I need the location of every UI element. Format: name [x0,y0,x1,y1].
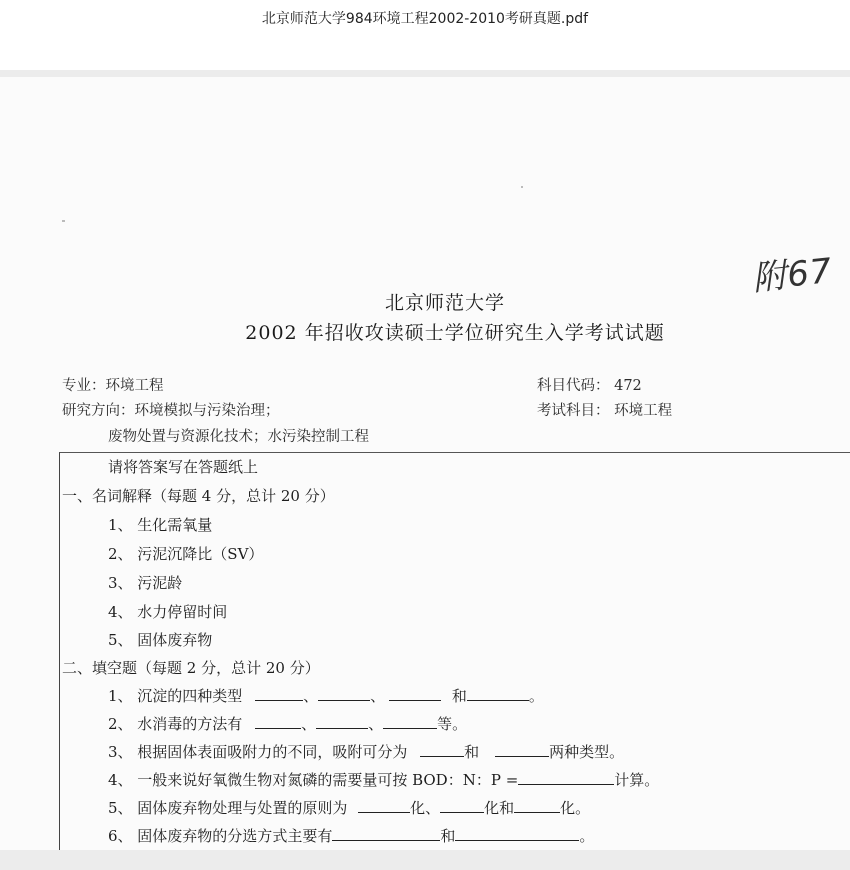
subject-name: 考试科目： 环境工程 [537,403,673,419]
list-item: 4、 水力停留时间 [108,603,228,621]
answer-blank [316,714,368,729]
answer-blank [318,686,370,701]
scan-speck [521,186,523,188]
question-5 [108,798,590,818]
answer-blank [518,770,614,785]
question-text: 4、 一般来说好氧微生物对氮磷的需要量可按 BOD：N：P = [108,771,519,789]
conjunction: 和 [464,743,480,761]
viewer-toolbar [0,0,850,70]
viewer-footer [0,850,850,870]
direction-label: 研究方向：环境模拟与污染治理； [62,403,280,419]
separator: 、 [303,687,319,705]
exam-frame [59,452,850,850]
answer-blank [420,742,464,757]
section1-title: 一、名词解释（每题 4 分，总计 20 分） [62,487,335,505]
subject-code: 科目代码： 472 [537,378,642,394]
instruction: 请将答案写在答题纸上 [108,458,259,476]
major-label: 专业：环境工程 [62,378,164,394]
scan-speck [62,220,65,222]
line-end: 。 [579,827,595,845]
answer-blank [358,798,410,813]
separator: 、 [370,687,386,705]
conjunction: 和 [451,687,467,705]
university-heading: 北京师范大学 [384,292,505,314]
answer-blank [383,714,437,729]
answer-blank [455,826,579,841]
answer-blank [440,798,484,813]
suffix: 化、 [410,799,441,817]
question-text: 2、 水消毒的方法有 [108,715,243,733]
pdf-page[interactable] [0,77,850,850]
list-item: 1、 生化需氧量 [108,516,213,534]
question-text: 3、 根据固体表面吸附力的不同，吸附可分为 [108,743,408,761]
separator: 、 [301,715,317,733]
list-item: 5、 固体废弃物 [108,631,213,649]
answer-blank [514,798,560,813]
list-item: 2、 污泥沉降比（SV） [108,545,264,563]
question-text: 1、 沉淀的四种类型 [108,687,243,705]
question-3 [108,742,624,762]
line-end: 化。 [560,799,591,817]
question-1 [108,686,544,706]
section2-title: 二、填空题（每题 2 分，总计 20 分） [62,659,320,677]
answer-blank [255,686,303,701]
answer-blank [467,686,529,701]
line-end: 两种类型。 [549,743,625,761]
question-2 [108,714,467,734]
document-title: 北京师范大学984环境工程2002-2010考研真题.pdf [261,11,589,27]
question-text: 5、 固体废弃物处理与处置的原则为 [108,799,348,817]
answer-blank [495,742,549,757]
line-end: 计算。 [614,771,660,789]
line-end: 等。 [437,715,468,733]
toolbar-divider [0,70,850,77]
question-6 [108,826,594,846]
answer-blank [332,826,440,841]
list-item: 3、 污泥龄 [108,574,183,592]
answer-blank [255,714,301,729]
answer-blank [389,686,441,701]
line-end: 。 [528,687,544,705]
handwritten-stamp: 附67 [750,250,835,300]
direction-continued: 废物处置与资源化技术；水污染控制工程 [108,429,369,445]
separator: 、 [368,715,384,733]
question-4 [108,770,659,790]
suffix: 化和 [484,799,515,817]
exam-title: 2002 年招收攻读硕士学位研究生入学考试试题 [245,322,665,344]
conjunction: 和 [440,827,456,845]
question-text: 6、 固体废弃物的分选方式主要有 [108,827,333,845]
